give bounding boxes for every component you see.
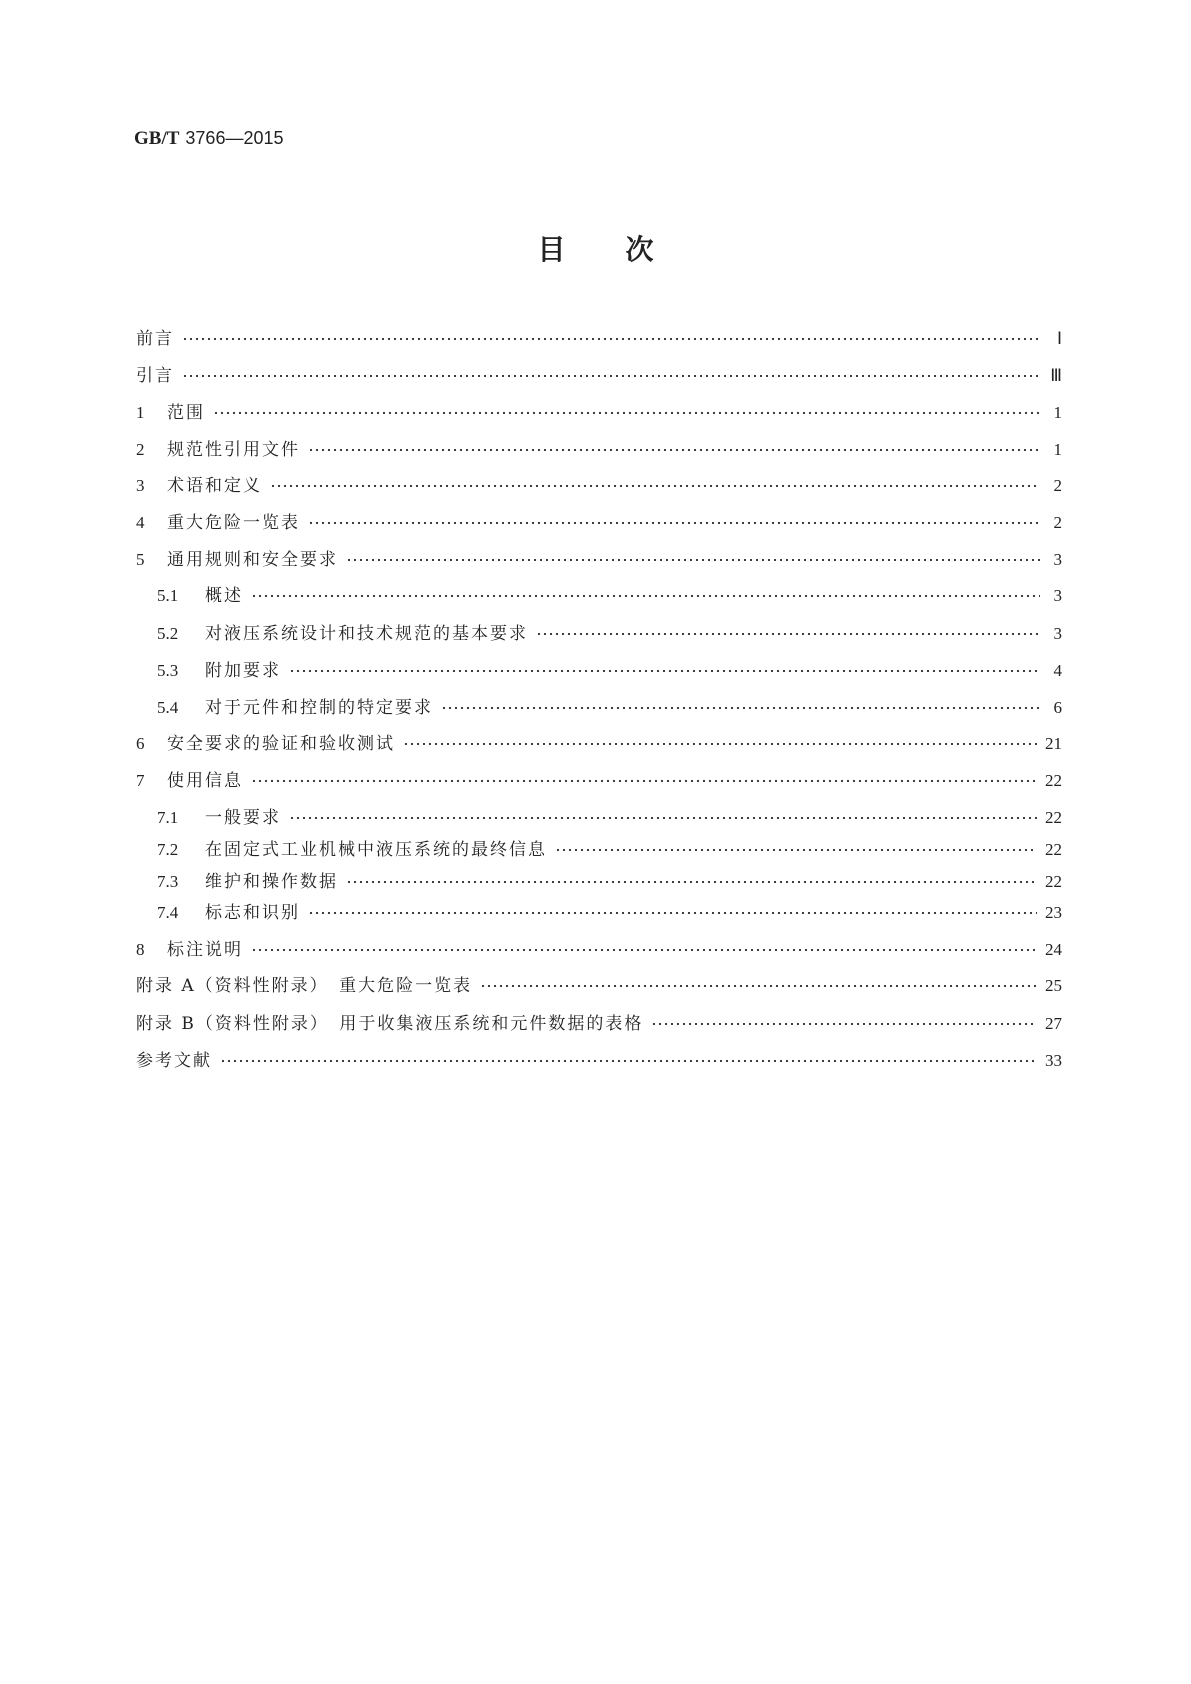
toc-entry-label: 对液压系统设计和技术规范的基本要求	[205, 624, 528, 644]
toc-entry-page: 23	[1045, 903, 1062, 922]
toc-entry-page: Ⅲ	[1050, 366, 1062, 385]
toc-entry-label: 标志和识别	[205, 903, 300, 923]
toc-entry[interactable]	[136, 545, 1062, 569]
toc-entry-number: 7.1	[157, 808, 179, 827]
toc-entry-number: 3	[136, 476, 145, 495]
toc-entry-page: 22	[1045, 808, 1062, 827]
dot-leader	[403, 742, 1037, 746]
toc-entry-number: 8	[136, 940, 145, 959]
toc-entry-page: 1	[1053, 440, 1062, 459]
toc-entry-label: 附加要求	[205, 661, 281, 681]
toc-entry[interactable]	[136, 1046, 1062, 1070]
toc-entry-page: 22	[1045, 771, 1062, 790]
standard-number	[134, 128, 284, 150]
toc-entry-label: 规范性引用文件	[167, 440, 300, 460]
dot-leader	[220, 1059, 1037, 1063]
dot-leader	[251, 594, 1040, 598]
toc-entry-label: 附录 A（资料性附录） 重大危险一览表	[136, 976, 473, 996]
toc-entry-number: 2	[136, 440, 145, 459]
toc-entry-page: 1	[1053, 403, 1062, 422]
dot-leader	[251, 779, 1037, 783]
toc-entry-page: 2	[1053, 513, 1062, 532]
dot-leader	[346, 558, 1040, 562]
toc-entry[interactable]	[136, 935, 1062, 959]
toc-entry[interactable]	[136, 324, 1062, 348]
toc-entry[interactable]	[136, 1009, 1062, 1033]
dot-leader	[289, 669, 1040, 673]
toc-entry[interactable]	[157, 656, 1062, 680]
dot-leader	[308, 911, 1037, 915]
dot-leader	[308, 448, 1040, 452]
toc-entry-number: 5.3	[157, 661, 179, 680]
toc-entry-label: 重大危险一览表	[167, 513, 300, 533]
toc-entry-number: 4	[136, 513, 145, 532]
toc-entry-label: 通用规则和安全要求	[167, 550, 338, 570]
toc-entry-label: 前言	[136, 329, 174, 349]
toc-entry-page: 27	[1045, 1014, 1062, 1033]
toc-entry-label: 维护和操作数据	[205, 872, 338, 892]
toc-entry[interactable]	[157, 619, 1062, 643]
toc-entry[interactable]	[136, 471, 1062, 495]
toc-entry-page: 4	[1053, 661, 1062, 680]
dot-leader	[441, 706, 1040, 710]
toc-entry[interactable]	[157, 898, 1062, 922]
toc-entry-label: 附录 B（资料性附录） 用于收集液压系统和元件数据的表格	[136, 1014, 644, 1034]
dot-leader	[346, 880, 1037, 884]
toc-entry-label: 范围	[167, 403, 205, 423]
toc-entry-number: 7.3	[157, 872, 179, 891]
toc-entry-page: 2	[1053, 476, 1062, 495]
toc-entry[interactable]	[136, 398, 1062, 422]
toc-entry-number: 5.1	[157, 586, 179, 605]
toc-entry[interactable]	[157, 693, 1062, 717]
toc-entry-page: Ⅰ	[1056, 329, 1062, 348]
dot-leader	[555, 848, 1037, 852]
toc-entry[interactable]	[136, 435, 1062, 459]
toc-entry-page: 6	[1053, 698, 1062, 717]
toc-entry[interactable]	[136, 971, 1062, 995]
toc-entry-number: 7.4	[157, 903, 179, 922]
toc-entry[interactable]	[157, 581, 1062, 605]
toc-entry-label: 对于元件和控制的特定要求	[205, 698, 433, 718]
toc-entry[interactable]	[136, 766, 1062, 790]
toc-entry-page: 22	[1045, 872, 1062, 891]
toc-entry-page: 33	[1045, 1051, 1062, 1070]
toc-entry[interactable]	[157, 835, 1062, 859]
toc-entry-label: 概述	[205, 586, 243, 606]
dot-leader	[270, 484, 1040, 488]
dot-leader	[651, 1022, 1037, 1026]
toc-entry-number: 7.2	[157, 840, 179, 859]
toc-entry-label: 在固定式工业机械中液压系统的最终信息	[205, 840, 547, 860]
toc-entry-label: 标注说明	[167, 940, 243, 960]
dot-leader	[213, 411, 1040, 415]
toc-entry-label: 使用信息	[167, 771, 243, 791]
dot-leader	[480, 984, 1037, 988]
standard-code: GB/T	[134, 128, 180, 149]
toc-entry[interactable]	[136, 508, 1062, 532]
dot-leader	[536, 632, 1040, 636]
toc-entry-page: 3	[1053, 624, 1062, 643]
toc-entry-page: 25	[1045, 976, 1062, 995]
toc-entry[interactable]	[157, 803, 1062, 827]
page-title: 目次	[537, 233, 714, 266]
dot-leader	[182, 374, 1040, 378]
toc-entry-number: 1	[136, 403, 145, 422]
toc-entry[interactable]	[157, 867, 1062, 891]
toc-entry-number: 5	[136, 550, 145, 569]
toc-entry-page: 21	[1045, 734, 1062, 753]
toc-entry-label: 一般要求	[205, 808, 281, 828]
toc-entry-number: 7	[136, 771, 145, 790]
dot-leader	[251, 948, 1037, 952]
dot-leader	[289, 816, 1037, 820]
toc-entry-label: 术语和定义	[167, 476, 262, 496]
toc-entry-page: 3	[1053, 586, 1062, 605]
toc-entry-page: 3	[1053, 550, 1062, 569]
toc-entry-page: 24	[1045, 940, 1062, 959]
standard-year: 3766—2015	[185, 128, 284, 148]
toc-entry-label: 引言	[136, 366, 174, 386]
toc-entry-number: 6	[136, 734, 145, 753]
toc-entry-page: 22	[1045, 840, 1062, 859]
dot-leader	[308, 521, 1040, 525]
toc-entry-number: 5.4	[157, 698, 179, 717]
toc-entry-label: 安全要求的验证和验收测试	[167, 734, 395, 754]
toc-entry[interactable]	[136, 361, 1062, 385]
toc-entry[interactable]	[136, 729, 1062, 753]
toc-entry-label: 参考文献	[136, 1051, 212, 1071]
dot-leader	[182, 337, 1040, 341]
toc-entry-number: 5.2	[157, 624, 179, 643]
